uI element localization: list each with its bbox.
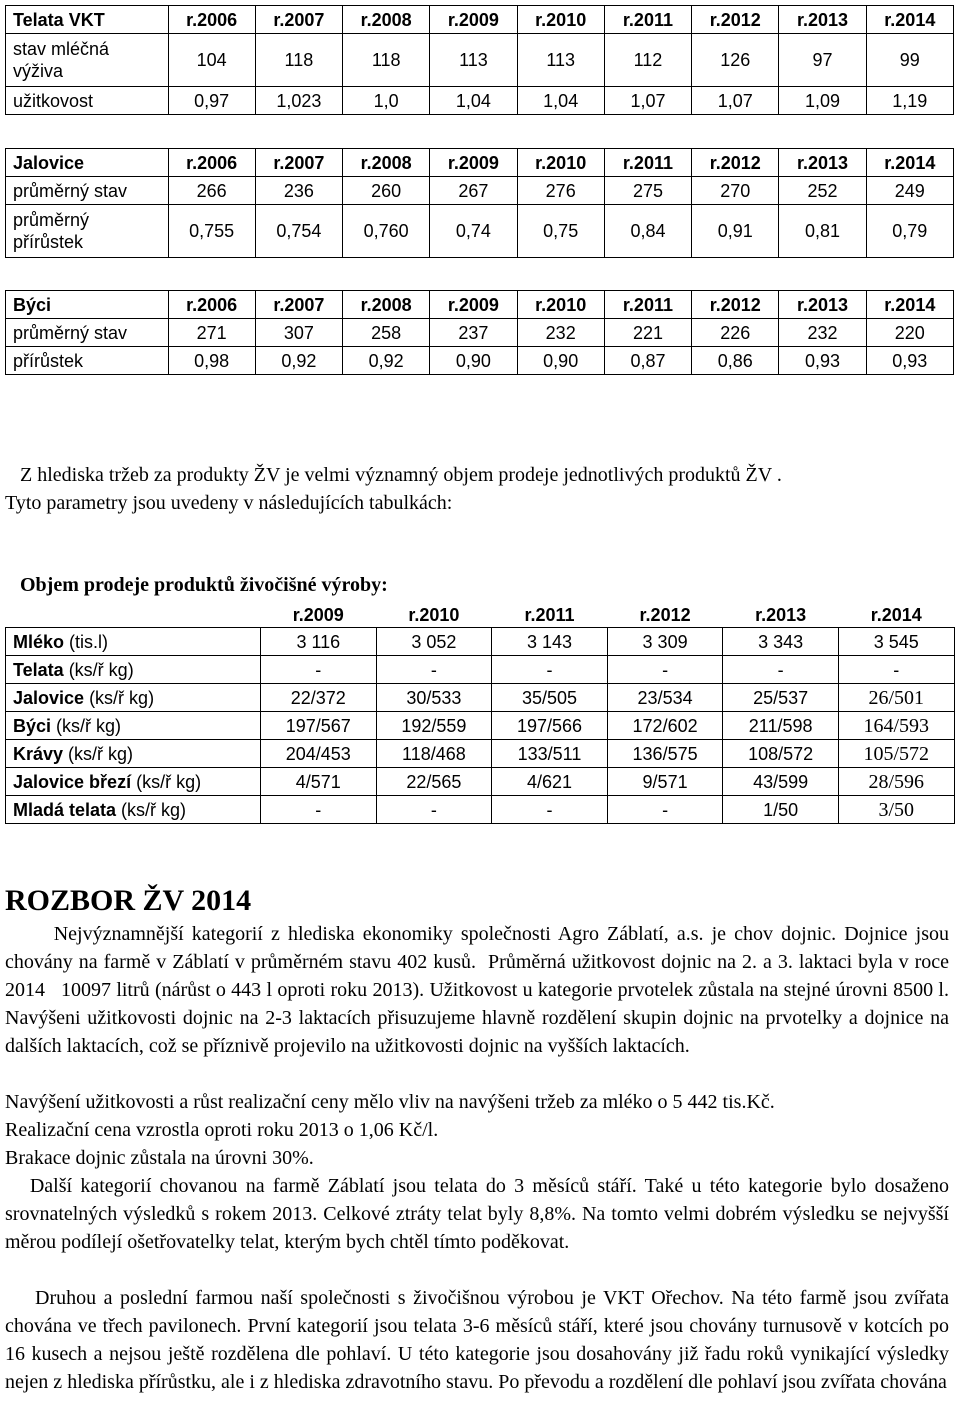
table-cell: 1/50 — [723, 796, 839, 824]
product-name: Krávy — [13, 743, 64, 764]
table-cell: 0,74 — [430, 205, 517, 258]
table-row — [6, 347, 954, 375]
table-cell: 276 — [517, 177, 604, 205]
table-cell: 3 143 — [492, 628, 608, 656]
table-cell: 22/565 — [376, 768, 492, 796]
table-cell: 0,90 — [430, 347, 517, 375]
table-cell: 3 343 — [723, 628, 839, 656]
table-cell: 0,86 — [692, 347, 779, 375]
table-cell: 0,90 — [517, 347, 604, 375]
row-label: průměrný stav — [6, 319, 169, 347]
table-row — [6, 796, 955, 824]
table-header-cell: Jalovice — [6, 149, 169, 177]
table-cell: 97 — [779, 34, 866, 87]
table-cell: - — [376, 796, 492, 824]
table-cell: 0,755 — [168, 205, 255, 258]
table-cell: 237 — [430, 319, 517, 347]
table-jalovice — [5, 148, 954, 258]
table-cell: 133/511 — [492, 740, 608, 768]
table-cell: 118/468 — [376, 740, 492, 768]
table-cell: 260 — [343, 177, 430, 205]
table-header-cell: r.2010 — [376, 602, 492, 628]
table-cell: 0,91 — [692, 205, 779, 258]
table-header-cell: Telata VKT — [6, 6, 169, 34]
table-cell: 3 545 — [838, 628, 954, 656]
table-byci — [5, 290, 954, 375]
table-cell: 4/621 — [492, 768, 608, 796]
table-cell: 0,84 — [604, 205, 691, 258]
product-name: Jalovice březí — [13, 771, 132, 792]
product-unit: (tis.l) — [64, 631, 109, 652]
paragraph-telata: Další kategorií chovanou na farmě Záblatí jsou telata do 3 měsíců stáří. Také u této kategorie bylo dosaženo srovnatelných výsledků s rokem 2013. Celkové ztráty telat byly 8,8%. Na tomto velmi dobrém výsledku se nejvyšší měrou podílejí ošetřovatelky telat, kterým bych chtěl tímto poděkovat. — [5, 1175, 954, 1253]
sales-table — [5, 602, 955, 824]
table-header-cell: r.2007 — [255, 149, 342, 177]
table-header-cell: r.2011 — [604, 149, 691, 177]
table-cell: 0,87 — [604, 347, 691, 375]
table-header-cell: r.2012 — [692, 6, 779, 34]
table-header-cell: r.2009 — [430, 291, 517, 319]
product-name: Mléko — [13, 631, 65, 652]
table-header-cell: r.2012 — [692, 149, 779, 177]
paragraph-orechov: Druhou a poslední farmou naší společnosti s živočišnou výrobou je VKT Ořechov. Na této farmě jsou zvířata chována ve třech pavilonech. První kategorií jsou telata 3-6 měsíců stáří, které jsou chovány turnusově v kotcích po 16 kusech a nejsou ještě rozdělena dle pohlaví. U této kategorie jsou dosahovány již řadu roků vynikající výsledky nejen z hlediska přírůstku, ale i z hlediska zdravotního stavu. Po převodu a rozdělení dle pohlaví jsou zvířata chována — [5, 1287, 954, 1393]
table-cell: 1,023 — [255, 87, 342, 115]
table-header-row — [6, 602, 955, 628]
table-cell: 1,07 — [692, 87, 779, 115]
table-cell: 221 — [604, 319, 691, 347]
table-cell: - — [492, 796, 608, 824]
table-cell: 0,754 — [255, 205, 342, 258]
table-header-cell: r.2010 — [517, 291, 604, 319]
table-cell: 1,04 — [430, 87, 517, 115]
table-cell: 22/372 — [261, 684, 377, 712]
table-cell: 0,92 — [343, 347, 430, 375]
paragraph-brakace: Brakace dojnic zůstala na úrovni 30%. — [5, 1147, 314, 1169]
table-cell: - — [723, 656, 839, 684]
table-cell: 3/50 — [838, 796, 954, 824]
row-label — [6, 712, 261, 740]
table-cell: 25/537 — [723, 684, 839, 712]
table-row — [6, 740, 955, 768]
table-cell: 211/598 — [723, 712, 839, 740]
table-header-cell: r.2010 — [517, 6, 604, 34]
product-name: Mladá telata — [13, 799, 117, 820]
row-label — [6, 740, 261, 768]
table-cell: 26/501 — [838, 684, 954, 712]
table-header-row — [6, 6, 954, 34]
product-unit: (ks/ř kg) — [51, 715, 122, 736]
table-cell: 232 — [517, 319, 604, 347]
table-row — [6, 87, 954, 115]
table-cell: 0,81 — [779, 205, 866, 258]
row-label — [6, 656, 261, 684]
table-row — [6, 768, 955, 796]
section-heading: ROZBOR ŽV 2014 — [5, 884, 252, 917]
table-cell: 0,93 — [866, 347, 953, 375]
table-cell: 0,79 — [866, 205, 953, 258]
product-name: Telata — [13, 659, 64, 680]
table-cell: 28/596 — [838, 768, 954, 796]
table-cell: - — [607, 796, 723, 824]
table-header-cell: r.2011 — [604, 291, 691, 319]
table-cell: 112 — [604, 34, 691, 87]
table-cell: 23/534 — [607, 684, 723, 712]
table-cell: 0,92 — [255, 347, 342, 375]
table-cell: 172/602 — [607, 712, 723, 740]
paragraph-dojnice: Nejvýznamnější kategorií z hlediska ekonomiky společnosti Agro Záblatí, a.s. je chov dojnic. Dojnice jsou chovány na farmě v Záblatí v průměrném stavu 402 kusů. Průměrná užitkovost dojnic na 2. a 3. laktaci byla v roce 2014 10097 litrů (nárůst o 443 l oproti roku 2013). Užitkovost u kategorie prvotelek zůstala na stejné úrovni 8500 l. Navýšeni užitkovosti dojnic na 2-3 laktacích přisuzujeme hlavně rozdělení skupin dojnic na prvotelky a dojnice na dalších laktacích, což se příznivě projevilo na užitkovosti dojnic na vyšších laktacích. — [5, 923, 955, 1057]
table-cell: 0,760 — [343, 205, 430, 258]
table-cell: 108/572 — [723, 740, 839, 768]
table-telata-vkt — [5, 5, 954, 115]
table-cell: 30/533 — [376, 684, 492, 712]
table-header-cell: r.2012 — [692, 291, 779, 319]
table-cell: - — [261, 796, 377, 824]
table-header-cell: r.2006 — [168, 291, 255, 319]
product-unit: (ks/ř kg) — [116, 799, 187, 820]
table-cell: 307 — [255, 319, 342, 347]
table-header-cell: r.2007 — [255, 6, 342, 34]
row-label — [6, 684, 261, 712]
table-header-cell: r.2007 — [255, 291, 342, 319]
table-row — [6, 684, 955, 712]
table-header-cell: r.2014 — [866, 6, 953, 34]
table-cell: 236 — [255, 177, 342, 205]
table-cell: 275 — [604, 177, 691, 205]
table-cell: 1,0 — [343, 87, 430, 115]
table-header-cell: Býci — [6, 291, 169, 319]
table-row — [6, 628, 955, 656]
row-label: stav mléčná výživa — [6, 34, 169, 87]
table-cell: 0,97 — [168, 87, 255, 115]
table-cell: 197/567 — [261, 712, 377, 740]
paragraph-cena: Realizační cena vzrostla oproti roku 2013 o 1,06 Kč/l. — [5, 1119, 439, 1141]
table-cell: 252 — [779, 177, 866, 205]
table-header-cell: r.2008 — [343, 291, 430, 319]
sales-table-title: Objem prodeje produktů živočišné výroby: — [20, 574, 388, 596]
table-cell: 204/453 — [261, 740, 377, 768]
table-cell: 0,98 — [168, 347, 255, 375]
table-header-cell: r.2014 — [866, 149, 953, 177]
row-label: průměrný přírůstek — [6, 205, 169, 258]
table-cell: - — [838, 656, 954, 684]
table-cell: 164/593 — [838, 712, 954, 740]
paragraph-trzby: Navýšení užitkovosti a růst realizační ceny mělo vliv na navýšeni tržeb za mléko o 5 442 tis.Kč. — [5, 1091, 775, 1113]
table-row — [6, 205, 954, 258]
product-unit: (ks/ř kg) — [63, 659, 134, 680]
table-cell: - — [492, 656, 608, 684]
table-cell: 226 — [692, 319, 779, 347]
table-cell: 258 — [343, 319, 430, 347]
table-header-row — [6, 291, 954, 319]
table-cell: 126 — [692, 34, 779, 87]
table-cell: 267 — [430, 177, 517, 205]
table-cell: 0,75 — [517, 205, 604, 258]
table-cell: 271 — [168, 319, 255, 347]
table-header-cell: r.2008 — [343, 149, 430, 177]
table-header-cell: r.2011 — [604, 6, 691, 34]
table-header-cell: r.2013 — [779, 6, 866, 34]
row-label: užitkovost — [6, 87, 169, 115]
table-header-cell: r.2010 — [517, 149, 604, 177]
table-header-cell: r.2009 — [430, 149, 517, 177]
table-header-cell: r.2006 — [168, 6, 255, 34]
table-header-cell: r.2014 — [838, 602, 954, 628]
table-cell: - — [261, 656, 377, 684]
table-header-row — [6, 149, 954, 177]
product-name: Býci — [13, 715, 52, 736]
table-row — [6, 177, 954, 205]
table-cell: - — [607, 656, 723, 684]
table-cell: 113 — [430, 34, 517, 87]
table-cell: 220 — [866, 319, 953, 347]
table-cell: 1,07 — [604, 87, 691, 115]
product-unit: (ks/ř kg) — [63, 743, 134, 764]
product-unit: (ks/ř kg) — [131, 771, 202, 792]
table-cell: 192/559 — [376, 712, 492, 740]
row-label: přírůstek — [6, 347, 169, 375]
table-cell: 118 — [343, 34, 430, 87]
table-header-cell: r.2009 — [261, 602, 377, 628]
table-header-cell: r.2013 — [779, 149, 866, 177]
table-cell: 9/571 — [607, 768, 723, 796]
table-cell: 197/566 — [492, 712, 608, 740]
row-label — [6, 796, 261, 824]
table-cell: 105/572 — [838, 740, 954, 768]
table-cell: 266 — [168, 177, 255, 205]
table-header-cell: r.2011 — [492, 602, 608, 628]
table-cell: 270 — [692, 177, 779, 205]
table-cell: 43/599 — [723, 768, 839, 796]
table-cell: 249 — [866, 177, 953, 205]
row-label — [6, 628, 261, 656]
table-cell: 1,09 — [779, 87, 866, 115]
table-cell: 118 — [255, 34, 342, 87]
table-row — [6, 712, 955, 740]
table-header-cell: r.2013 — [779, 291, 866, 319]
table-cell: 1,19 — [866, 87, 953, 115]
table-header-cell: r.2009 — [430, 6, 517, 34]
table-header-cell-empty — [6, 602, 261, 628]
table-header-cell: r.2012 — [607, 602, 723, 628]
table-header-cell: r.2013 — [723, 602, 839, 628]
row-label — [6, 768, 261, 796]
table-cell: 3 052 — [376, 628, 492, 656]
table-header-cell: r.2006 — [168, 149, 255, 177]
product-name: Jalovice — [13, 687, 85, 708]
table-cell: 113 — [517, 34, 604, 87]
table-cell: 136/575 — [607, 740, 723, 768]
table-cell: 3 116 — [261, 628, 377, 656]
table-cell: 1,04 — [517, 87, 604, 115]
table-row — [6, 319, 954, 347]
product-unit: (ks/ř kg) — [84, 687, 155, 708]
table-row — [6, 656, 955, 684]
table-cell: 4/571 — [261, 768, 377, 796]
table-cell: - — [376, 656, 492, 684]
table-cell: 104 — [168, 34, 255, 87]
intro-line-1: Z hlediska tržeb za produkty ŽV je velmi významný objem prodeje jednotlivých produktů ŽV . — [20, 464, 782, 486]
table-cell: 0,93 — [779, 347, 866, 375]
table-header-cell: r.2008 — [343, 6, 430, 34]
table-cell: 3 309 — [607, 628, 723, 656]
table-cell: 232 — [779, 319, 866, 347]
intro-line-2: Tyto parametry jsou uvedeny v následujících tabulkách: — [5, 492, 453, 514]
table-cell: 99 — [866, 34, 953, 87]
row-label: průměrný stav — [6, 177, 169, 205]
table-header-cell: r.2014 — [866, 291, 953, 319]
table-cell: 35/505 — [492, 684, 608, 712]
table-row — [6, 34, 954, 87]
